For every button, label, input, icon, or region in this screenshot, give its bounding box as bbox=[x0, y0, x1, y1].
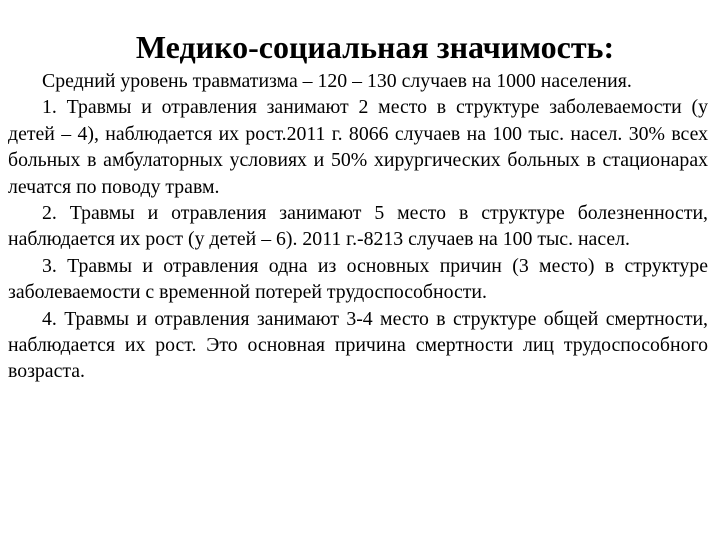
paragraph-injury-rate: Средний уровень травматизма – 120 – 130 случаев на 1000 населения. bbox=[42, 70, 632, 92]
slide-body bbox=[8, 68, 708, 385]
paragraph-point-3: 3. Травмы и отравления одна из основных причин (3 место) в структуре заболеваемости с временной потерей трудоспособности. bbox=[8, 254, 708, 304]
slide-title: Медико-социальная значимость: bbox=[135, 29, 615, 65]
paragraph-point-1: 1. Травмы и отравления занимают 2 место в структуре заболеваемости (у детей – 4), наблюдается их рост.2011 г. 8066 случаев на 100 тыс. насел. 30% всех больных в амбулаторных условиях и 50% хирургических больных в стационарах лечатся по поводу травм. bbox=[8, 96, 708, 198]
paragraph-point-2: 2. Травмы и отравления занимают 5 место в структуре болезненности, наблюдается их рост (у детей – 6). 2011 г.-8213 случаев на 100 тыс. насел. bbox=[8, 202, 708, 251]
paragraph-point-4: 4. Травмы и отравления занимают 3-4 место в структуре общей смертности, наблюдается их рост. Это основная причина смертности лиц трудоспособного возраста. bbox=[8, 307, 708, 383]
